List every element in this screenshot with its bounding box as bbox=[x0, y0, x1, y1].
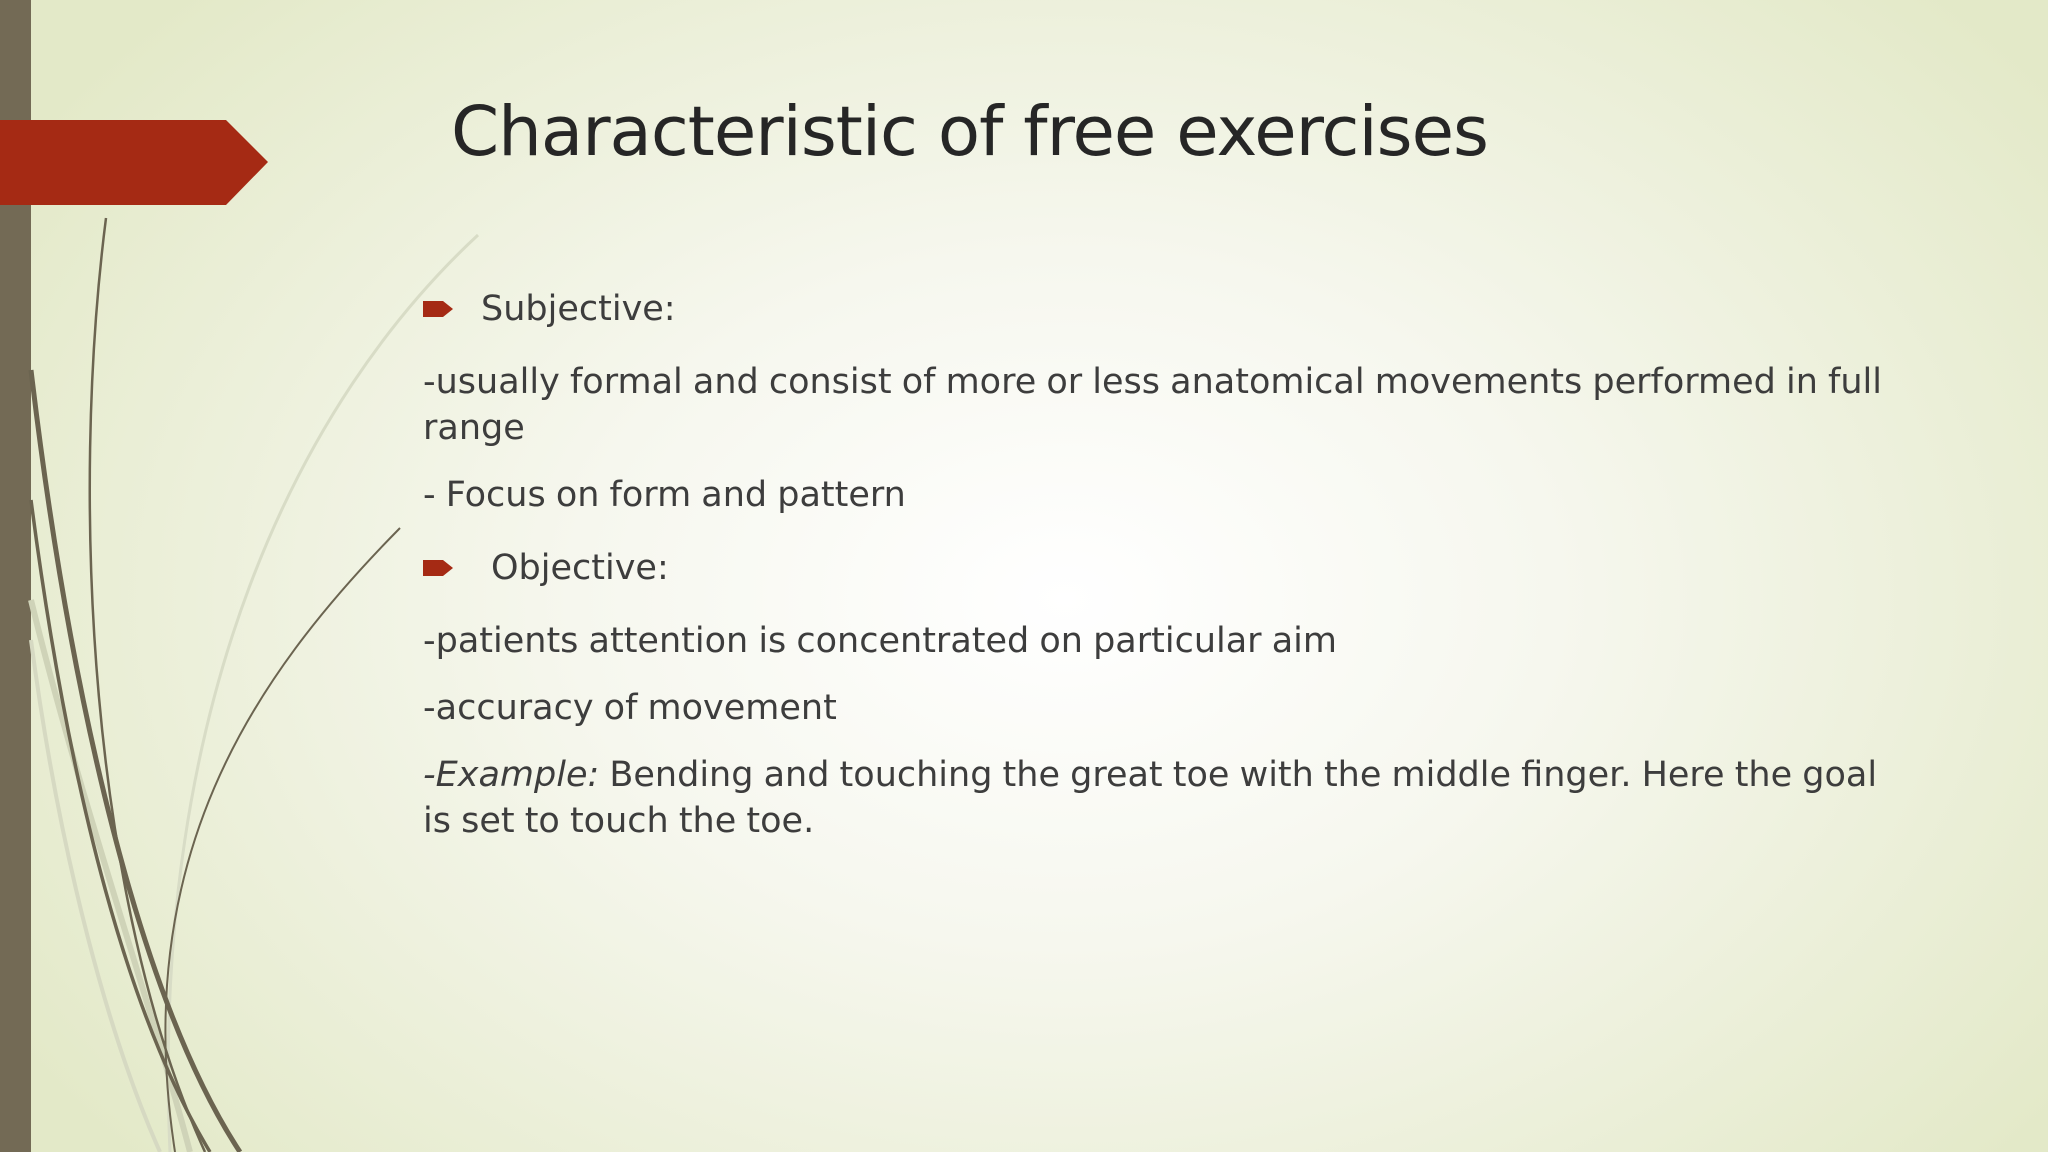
title-arrow-banner bbox=[0, 120, 268, 205]
subjective-line-2: - Focus on form and pattern bbox=[423, 475, 906, 515]
example-text: Bending and touching the great toe with the middle finger. Here the goal is set to touch the toe. bbox=[423, 755, 1878, 841]
bullet-subjective bbox=[423, 280, 1883, 338]
bullet-heading-subjective: Subjective: bbox=[481, 289, 676, 329]
slide-title: Characteristic of free exercises bbox=[451, 92, 1488, 172]
example-paragraph bbox=[423, 752, 1883, 844]
decorative-curve bbox=[31, 640, 160, 1152]
arrow-bullet-icon bbox=[423, 298, 455, 320]
decorative-curve bbox=[31, 370, 240, 1152]
slide-content bbox=[423, 280, 1883, 865]
decorative-curve bbox=[165, 528, 400, 1152]
bullet-objective bbox=[423, 539, 1883, 597]
objective-line-2: -accuracy of movement bbox=[423, 688, 837, 728]
subjective-line-1: -usually formal and consist of more or less anatomical movements performed in full range bbox=[423, 362, 1882, 448]
arrow-bullet-icon bbox=[423, 557, 455, 579]
bullet-heading-objective: Objective: bbox=[491, 548, 669, 588]
objective-line-1: -patients attention is concentrated on particular aim bbox=[423, 621, 1337, 661]
example-label: -Example: bbox=[423, 755, 600, 795]
